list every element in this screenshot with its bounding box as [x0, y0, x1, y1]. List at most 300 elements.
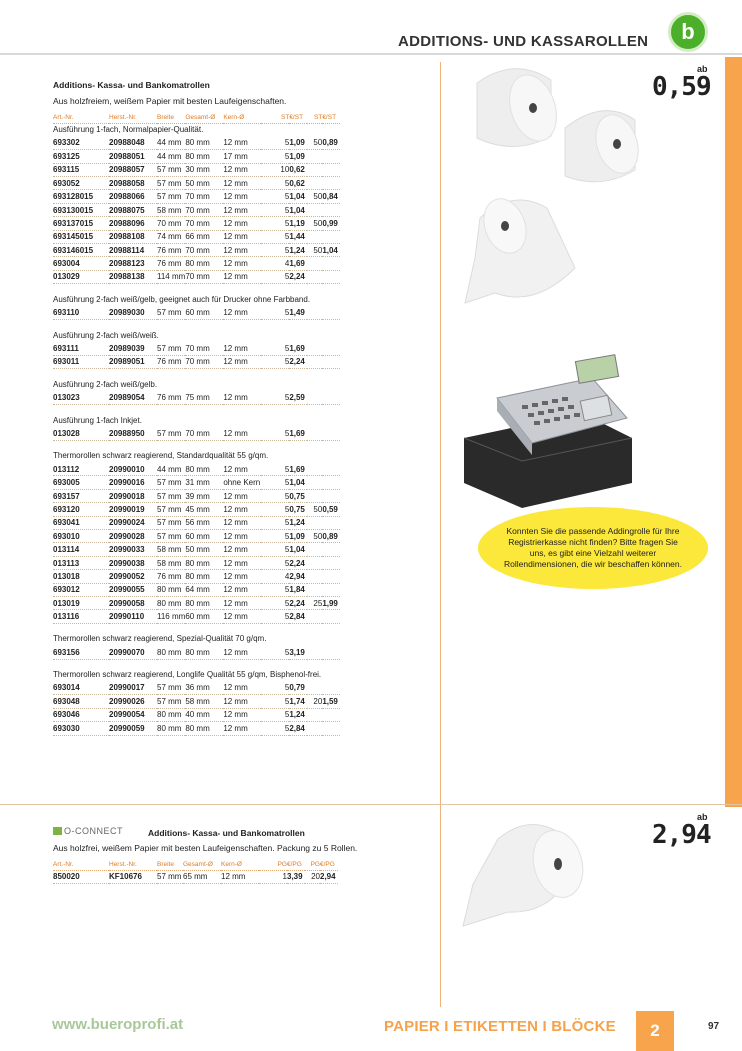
table-cell: 2,84	[289, 610, 307, 623]
table-cell: 70 mm	[185, 270, 223, 283]
table-cell: 693052	[53, 177, 109, 190]
spacer-cell	[53, 440, 340, 449]
table-cell: 80 mm	[157, 597, 185, 610]
table-row	[53, 177, 340, 190]
spacer-cell	[53, 319, 340, 328]
table-cell: 5	[261, 427, 289, 440]
table-cell: 20989051	[109, 355, 157, 368]
footer-category: PAPIER I ETIKETTEN I BLÖCKE	[384, 1018, 616, 1035]
spacer-cell	[53, 659, 340, 668]
table-cell: 80 mm	[185, 597, 223, 610]
footer-url[interactable]: www.bueroprofi.at	[52, 1016, 184, 1033]
column-divider	[440, 62, 441, 1007]
table-cell: 1,24	[289, 708, 307, 721]
spacer-cell	[53, 284, 340, 293]
table-cell: 5	[261, 722, 289, 735]
table-cell: 20988108	[109, 230, 157, 243]
table-cell: 70 mm	[185, 217, 223, 230]
table-cell: 12 mm	[223, 503, 261, 516]
table-cell	[307, 163, 322, 176]
side-accent-bar	[725, 57, 742, 807]
table-cell: 693014	[53, 681, 109, 694]
table-cell: 57 mm	[157, 306, 185, 319]
table-cell: ohne Kern	[223, 476, 261, 489]
table-header-row	[53, 859, 338, 870]
table-cell: 693048	[53, 695, 109, 708]
column-header: ST	[307, 112, 322, 123]
table-cell: 5	[261, 136, 289, 149]
table-cell: 1,84	[289, 583, 307, 596]
table-row	[53, 489, 340, 502]
table-row	[53, 355, 340, 368]
table-cell: 1,09	[289, 530, 307, 543]
table-cell: 5	[261, 476, 289, 489]
table-cell: 31 mm	[185, 476, 223, 489]
section2-description: Aus holzfrei, weißem Papier mit besten Laufeigenschaften. Packung zu 5 Rollen.	[53, 843, 358, 853]
o-connect-logo	[53, 826, 123, 836]
table-cell: 12 mm	[223, 516, 261, 529]
table-cell: 0,79	[289, 681, 307, 694]
table-row	[53, 516, 340, 529]
cash-register-image	[462, 343, 637, 508]
table-cell: 80 mm	[185, 257, 223, 270]
table-cell	[307, 570, 322, 583]
group-note: Ausführung 2-fach weiß/gelb, geeignet auch für Drucker ohne Farbband.	[53, 294, 311, 304]
table-cell: 50 mm	[185, 177, 223, 190]
table-cell	[307, 489, 322, 502]
column-header: Art.-Nr.	[53, 112, 109, 123]
table-cell: 5	[261, 556, 289, 569]
table-cell: 60 mm	[185, 610, 223, 623]
table-cell: 0,62	[289, 177, 307, 190]
table-cell: 20990055	[109, 583, 157, 596]
column-header: Art.-Nr.	[53, 859, 109, 870]
column-header: Herst.-Nr.	[109, 112, 157, 123]
table-cell: 70 mm	[185, 342, 223, 355]
table-cell	[307, 543, 322, 556]
spacer-cell	[53, 623, 340, 632]
table-cell: 74 mm	[157, 230, 185, 243]
table-cell: 20988123	[109, 257, 157, 270]
table-cell: 12 mm	[223, 463, 261, 476]
table-cell	[307, 150, 322, 163]
table-row	[53, 270, 340, 283]
table-cell: 1,59	[322, 695, 340, 708]
table-cell: 12 mm	[223, 391, 261, 404]
table-cell: 1,69	[289, 257, 307, 270]
table-cell: 57 mm	[157, 163, 185, 176]
spacer-cell	[53, 369, 340, 378]
table-row	[53, 306, 340, 319]
table-cell: 5	[261, 217, 289, 230]
table-cell: 693046	[53, 708, 109, 721]
table-cell: 12 mm	[223, 489, 261, 502]
table-row	[53, 244, 340, 257]
table-cell	[322, 306, 340, 319]
table-cell: 20990019	[109, 503, 157, 516]
table-cell: 5	[261, 177, 289, 190]
table-cell: 50	[307, 136, 322, 149]
table-cell: 5	[261, 597, 289, 610]
table-cell: 80 mm	[157, 646, 185, 659]
table-cell: 4	[261, 570, 289, 583]
table-cell: 1,19	[289, 217, 307, 230]
table-cell: 693005	[53, 476, 109, 489]
table-cell: 57 mm	[157, 681, 185, 694]
table-cell: 56 mm	[185, 516, 223, 529]
table-cell: 5	[261, 150, 289, 163]
table-cell: 20990016	[109, 476, 157, 489]
table-cell: 013018	[53, 570, 109, 583]
table-cell	[322, 391, 340, 404]
table-cell: 20988051	[109, 150, 157, 163]
table-cell: 12 mm	[223, 257, 261, 270]
table-cell: 693137015	[53, 217, 109, 230]
table-cell: 1,04	[289, 203, 307, 216]
table-cell: 20990018	[109, 489, 157, 502]
section-number: 2	[636, 1011, 674, 1051]
table-cell: 1,74	[289, 695, 307, 708]
table-cell: 013116	[53, 610, 109, 623]
table-cell: 2,24	[289, 556, 307, 569]
table-cell: 44 mm	[157, 150, 185, 163]
table-cell	[322, 476, 340, 489]
table-row	[53, 427, 340, 440]
table-cell: 1,44	[289, 230, 307, 243]
table-cell: 1,04	[322, 244, 340, 257]
table-cell: 50	[307, 190, 322, 203]
table-cell: 20989030	[109, 306, 157, 319]
table-row	[53, 597, 340, 610]
group-note: Ausführung 2-fach weiß/gelb.	[53, 379, 158, 389]
table-cell	[322, 463, 340, 476]
section1-description: Aus holzfreiem, weißem Papier mit besten Laufeigenschaften.	[53, 96, 287, 106]
table-cell: 20988057	[109, 163, 157, 176]
table-cell: 5	[261, 681, 289, 694]
table-cell: 5	[261, 244, 289, 257]
section1-table-wrap	[53, 112, 340, 736]
table-cell: 693130015	[53, 203, 109, 216]
table-cell: 80 mm	[185, 463, 223, 476]
table-cell: 12 mm	[223, 543, 261, 556]
table-cell: 0,84	[322, 190, 340, 203]
group-spacer	[53, 369, 340, 378]
column-header: €/ST	[322, 112, 340, 123]
table-cell: 12 mm	[223, 646, 261, 659]
table-cell: 693115	[53, 163, 109, 176]
table-cell: 20988138	[109, 270, 157, 283]
table-row	[53, 230, 340, 243]
table-cell: 2,59	[289, 391, 307, 404]
column-header: €/PG	[287, 859, 305, 870]
table-cell: 80 mm	[185, 136, 223, 149]
table-cell: 20989039	[109, 342, 157, 355]
group-note-row	[53, 449, 340, 462]
table-cell	[307, 583, 322, 596]
table-cell: 20990033	[109, 543, 157, 556]
table-cell: 20990024	[109, 516, 157, 529]
table-cell: 70 mm	[185, 190, 223, 203]
table-cell: 60 mm	[185, 306, 223, 319]
table-cell: 57 mm	[157, 177, 185, 190]
table-cell: 1,04	[289, 476, 307, 489]
table-cell: 0,75	[289, 489, 307, 502]
table-row	[53, 391, 340, 404]
table-cell: 5	[261, 489, 289, 502]
table-cell: 0,62	[289, 163, 307, 176]
table-cell: 5	[261, 503, 289, 516]
table-cell: 1,04	[289, 190, 307, 203]
table-cell: 2,84	[289, 722, 307, 735]
column-header: Breite	[157, 859, 183, 870]
table-cell: 20990010	[109, 463, 157, 476]
table-row	[53, 543, 340, 556]
group-spacer	[53, 623, 340, 632]
table-cell	[322, 722, 340, 735]
table-cell: 76 mm	[157, 570, 185, 583]
table-cell: 12 mm	[223, 203, 261, 216]
table-cell: 50 mm	[185, 543, 223, 556]
group-spacer	[53, 319, 340, 328]
table-cell	[307, 556, 322, 569]
paper-roll-image	[458, 814, 588, 934]
table-cell	[307, 427, 322, 440]
table-cell: 693004	[53, 257, 109, 270]
table-cell: 013113	[53, 556, 109, 569]
table-cell: 0,99	[322, 217, 340, 230]
table-cell: 1,69	[289, 463, 307, 476]
table-cell: 0,89	[322, 530, 340, 543]
table-cell: 57 mm	[157, 530, 185, 543]
table-cell: 80 mm	[185, 150, 223, 163]
product-table	[53, 112, 340, 736]
table-cell: 693146015	[53, 244, 109, 257]
column-header: Kern-Ø	[223, 112, 261, 123]
table-cell: 3,19	[289, 646, 307, 659]
table-cell: 57 mm	[157, 476, 185, 489]
table-cell: 2,94	[289, 570, 307, 583]
group-spacer	[53, 659, 340, 668]
table-cell: 20990026	[109, 695, 157, 708]
table-cell: 10	[261, 163, 289, 176]
table-cell	[322, 163, 340, 176]
table-cell: 80 mm	[185, 722, 223, 735]
table-cell	[307, 722, 322, 735]
table-cell: 50	[307, 530, 322, 543]
table-cell: 5	[261, 583, 289, 596]
table-cell: 58 mm	[157, 543, 185, 556]
table-cell: 20	[305, 870, 320, 883]
group-note: Thermorollen schwarz reagierend, Standardqualität 55 g/qm.	[53, 451, 269, 461]
section2-table-wrap	[53, 859, 338, 884]
table-cell: 36 mm	[185, 681, 223, 694]
table-cell: 70 mm	[157, 217, 185, 230]
table-cell: 0,75	[289, 503, 307, 516]
table-cell: 693030	[53, 722, 109, 735]
table-cell: 12 mm	[223, 610, 261, 623]
product-table	[53, 859, 338, 884]
table-cell: 116 mm	[157, 610, 185, 623]
table-cell: 693145015	[53, 230, 109, 243]
table-cell: 013112	[53, 463, 109, 476]
table-cell: 50	[307, 503, 322, 516]
table-cell: 20988096	[109, 217, 157, 230]
table-cell: 44 mm	[157, 136, 185, 149]
group-spacer	[53, 284, 340, 293]
table-cell: 70 mm	[185, 203, 223, 216]
table-cell	[322, 646, 340, 659]
table-cell: 12 mm	[223, 230, 261, 243]
table-cell: 76 mm	[157, 257, 185, 270]
column-header: Breite	[157, 112, 185, 123]
table-cell: 013029	[53, 270, 109, 283]
table-cell: 70 mm	[185, 355, 223, 368]
table-cell: 58 mm	[157, 556, 185, 569]
table-cell	[322, 556, 340, 569]
price-from: 2,94	[652, 820, 711, 850]
table-cell	[322, 543, 340, 556]
table-cell	[307, 177, 322, 190]
table-cell	[322, 516, 340, 529]
column-header: €/PG	[320, 859, 338, 870]
table-cell	[322, 203, 340, 216]
table-cell: 57 mm	[157, 190, 185, 203]
price-from: 0,59	[652, 72, 711, 102]
table-cell: 693110	[53, 306, 109, 319]
table-cell: 5	[261, 230, 289, 243]
table-cell: 12 mm	[223, 163, 261, 176]
table-cell: 693012	[53, 583, 109, 596]
table-cell: 5	[261, 190, 289, 203]
table-cell: 57 mm	[157, 427, 185, 440]
group-spacer	[53, 440, 340, 449]
table-cell	[307, 646, 322, 659]
table-row	[53, 217, 340, 230]
table-cell: 20	[307, 695, 322, 708]
group-note-row	[53, 328, 340, 341]
table-cell: 12 mm	[223, 342, 261, 355]
table-row	[53, 870, 338, 883]
table-cell: 12 mm	[223, 681, 261, 694]
table-cell: 114 mm	[157, 270, 185, 283]
table-cell: 30 mm	[185, 163, 223, 176]
table-cell: 66 mm	[185, 230, 223, 243]
table-cell: 57 mm	[157, 695, 185, 708]
table-cell	[307, 355, 322, 368]
table-cell: 44 mm	[157, 463, 185, 476]
table-cell	[307, 270, 322, 283]
column-header: PG	[259, 859, 287, 870]
table-cell	[322, 355, 340, 368]
group-note-row	[53, 413, 340, 426]
table-cell: 20988048	[109, 136, 157, 149]
table-cell: 693111	[53, 342, 109, 355]
table-cell: 45 mm	[185, 503, 223, 516]
table-cell: 12 mm	[223, 530, 261, 543]
section1-title: Additions- Kassa- und Bankomatrollen	[53, 80, 210, 90]
table-cell: 12 mm	[223, 722, 261, 735]
table-cell: 80 mm	[185, 646, 223, 659]
table-cell: 12 mm	[223, 190, 261, 203]
table-cell: 693041	[53, 516, 109, 529]
table-cell: 1	[259, 870, 287, 883]
table-cell: 20988114	[109, 244, 157, 257]
table-cell: 5	[261, 342, 289, 355]
table-cell: 1,69	[289, 427, 307, 440]
table-cell: 50	[307, 244, 322, 257]
table-cell	[307, 306, 322, 319]
group-spacer	[53, 404, 340, 413]
table-cell: 20990052	[109, 570, 157, 583]
table-cell: 12 mm	[223, 306, 261, 319]
table-cell: 20990070	[109, 646, 157, 659]
table-cell: 12 mm	[223, 597, 261, 610]
group-note-row	[53, 123, 340, 136]
paper-roll-unrolled	[465, 193, 575, 303]
table-row	[53, 556, 340, 569]
table-cell: 5	[261, 543, 289, 556]
table-cell	[307, 476, 322, 489]
group-note: Ausführung 1-fach, Normalpapier-Qualität.	[53, 125, 204, 135]
column-header: Gesamt-Ø	[183, 859, 221, 870]
table-row	[53, 681, 340, 694]
table-cell: 693125	[53, 150, 109, 163]
section2-title: Additions- Kassa- und Bankomatrollen	[148, 828, 305, 838]
brand-name: O-CONNECT	[64, 826, 123, 836]
table-row	[53, 610, 340, 623]
table-cell: 20990017	[109, 681, 157, 694]
table-cell: 57 mm	[157, 503, 185, 516]
header-rule	[0, 53, 742, 55]
table-cell: 70 mm	[185, 244, 223, 257]
table-cell: 70 mm	[185, 427, 223, 440]
table-row	[53, 342, 340, 355]
column-header: Kern-Ø	[221, 859, 259, 870]
table-cell	[307, 708, 322, 721]
table-cell	[322, 150, 340, 163]
table-cell	[307, 342, 322, 355]
table-cell: 1,49	[289, 306, 307, 319]
table-cell: 2,24	[289, 270, 307, 283]
table-cell: 013028	[53, 427, 109, 440]
table-cell: 2,24	[289, 597, 307, 610]
table-cell	[307, 516, 322, 529]
table-cell	[322, 257, 340, 270]
table-cell: 39 mm	[185, 489, 223, 502]
table-row	[53, 583, 340, 596]
table-cell: 80 mm	[157, 708, 185, 721]
table-cell: 5	[261, 516, 289, 529]
table-cell: 60 mm	[185, 530, 223, 543]
table-cell	[307, 610, 322, 623]
table-cell	[322, 610, 340, 623]
table-cell: 013019	[53, 597, 109, 610]
table-cell: 12 mm	[223, 556, 261, 569]
table-cell: 58 mm	[157, 203, 185, 216]
table-cell: 850020	[53, 870, 109, 883]
page-title: ADDITIONS- UND KASSAROLLEN	[398, 33, 649, 50]
table-cell: 693157	[53, 489, 109, 502]
table-cell	[307, 681, 322, 694]
table-cell: 20990028	[109, 530, 157, 543]
table-cell	[322, 230, 340, 243]
table-row	[53, 695, 340, 708]
table-cell	[322, 177, 340, 190]
table-cell: 1,24	[289, 516, 307, 529]
table-cell: 57 mm	[157, 489, 185, 502]
table-cell: 80 mm	[185, 556, 223, 569]
table-row	[53, 150, 340, 163]
